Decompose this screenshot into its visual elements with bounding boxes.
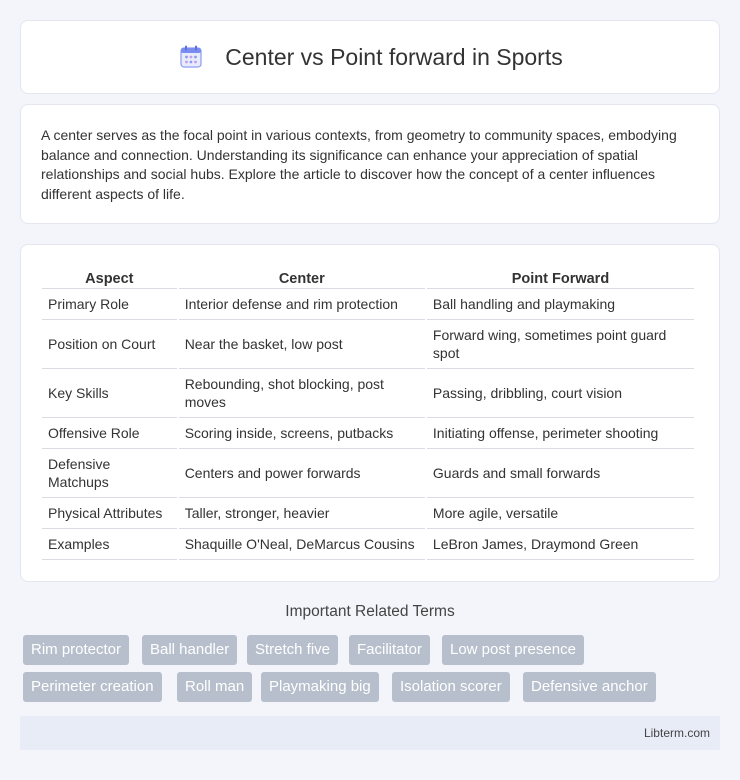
table-cell: Forward wing, sometimes point guard spot bbox=[427, 320, 694, 369]
related-term-tag[interactable]: Rim protector bbox=[23, 635, 129, 665]
intro-text: A center serves as the focal point in various contexts, from geometry to community spaces, embodying balance and connection. Understanding its significance can enhance your appreciation of spatial relationships and social hubs. Explore the article to discover how the concept of a center influences different aspects of life. bbox=[41, 127, 677, 202]
table-cell: Position on Court bbox=[42, 320, 177, 369]
table-cell: Rebounding, shot blocking, post moves bbox=[179, 369, 425, 418]
related-term-tag[interactable]: Isolation scorer bbox=[392, 672, 510, 702]
table-cell: Shaquille O'Neal, DeMarcus Cousins bbox=[179, 529, 425, 560]
related-terms-title: Important Related Terms bbox=[285, 603, 455, 620]
table-cell: More agile, versatile bbox=[427, 498, 694, 529]
related-term-tag[interactable]: Ball handler bbox=[142, 635, 237, 665]
table-cell: Examples bbox=[42, 529, 177, 560]
table-cell: Ball handling and playmaking bbox=[427, 289, 694, 320]
table-cell: Taller, stronger, heavier bbox=[179, 498, 425, 529]
related-term-tag[interactable]: Playmaking big bbox=[261, 672, 379, 702]
table-row bbox=[42, 418, 694, 449]
table-cell: Interior defense and rim protection bbox=[179, 289, 425, 320]
table-row bbox=[42, 369, 694, 418]
table-cell: Passing, dribbling, court vision bbox=[427, 369, 694, 418]
table-row bbox=[42, 320, 694, 369]
column-header-center: Center bbox=[179, 266, 425, 289]
related-term-tag[interactable]: Roll man bbox=[177, 672, 252, 702]
table-cell: Physical Attributes bbox=[42, 498, 177, 529]
table-cell: Centers and power forwards bbox=[179, 449, 425, 498]
table-cell: Initiating offense, perimeter shooting bbox=[427, 418, 694, 449]
table-cell: LeBron James, Draymond Green bbox=[427, 529, 694, 560]
table-cell: Offensive Role bbox=[42, 418, 177, 449]
comparison-table bbox=[40, 266, 696, 560]
related-term-tag[interactable]: Stretch five bbox=[247, 635, 338, 665]
table-cell: Guards and small forwards bbox=[427, 449, 694, 498]
table-cell: Near the basket, low post bbox=[179, 320, 425, 369]
related-term-tag[interactable]: Low post presence bbox=[442, 635, 584, 665]
calendar-grid-icon bbox=[177, 43, 205, 71]
table-row bbox=[42, 529, 694, 560]
header-card bbox=[20, 20, 720, 94]
related-term-tag[interactable]: Perimeter creation bbox=[23, 672, 162, 702]
footer-site-link[interactable]: Libterm.com bbox=[643, 726, 710, 740]
footer bbox=[20, 716, 720, 750]
table-header-row bbox=[42, 266, 694, 289]
page-title: Center vs Point forward in Sports bbox=[225, 43, 563, 70]
column-header-point-forward: Point Forward bbox=[427, 266, 694, 289]
table-row bbox=[42, 449, 694, 498]
table-cell: Defensive Matchups bbox=[42, 449, 177, 498]
intro-card bbox=[20, 104, 720, 224]
related-term-tag[interactable]: Facilitator bbox=[349, 635, 430, 665]
comparison-table-card bbox=[20, 244, 720, 582]
table-row bbox=[42, 498, 694, 529]
table-cell: Primary Role bbox=[42, 289, 177, 320]
table-cell: Key Skills bbox=[42, 369, 177, 418]
table-row bbox=[42, 289, 694, 320]
column-header-aspect: Aspect bbox=[42, 266, 177, 289]
table-cell: Scoring inside, screens, putbacks bbox=[179, 418, 425, 449]
related-term-tag[interactable]: Defensive anchor bbox=[523, 672, 656, 702]
